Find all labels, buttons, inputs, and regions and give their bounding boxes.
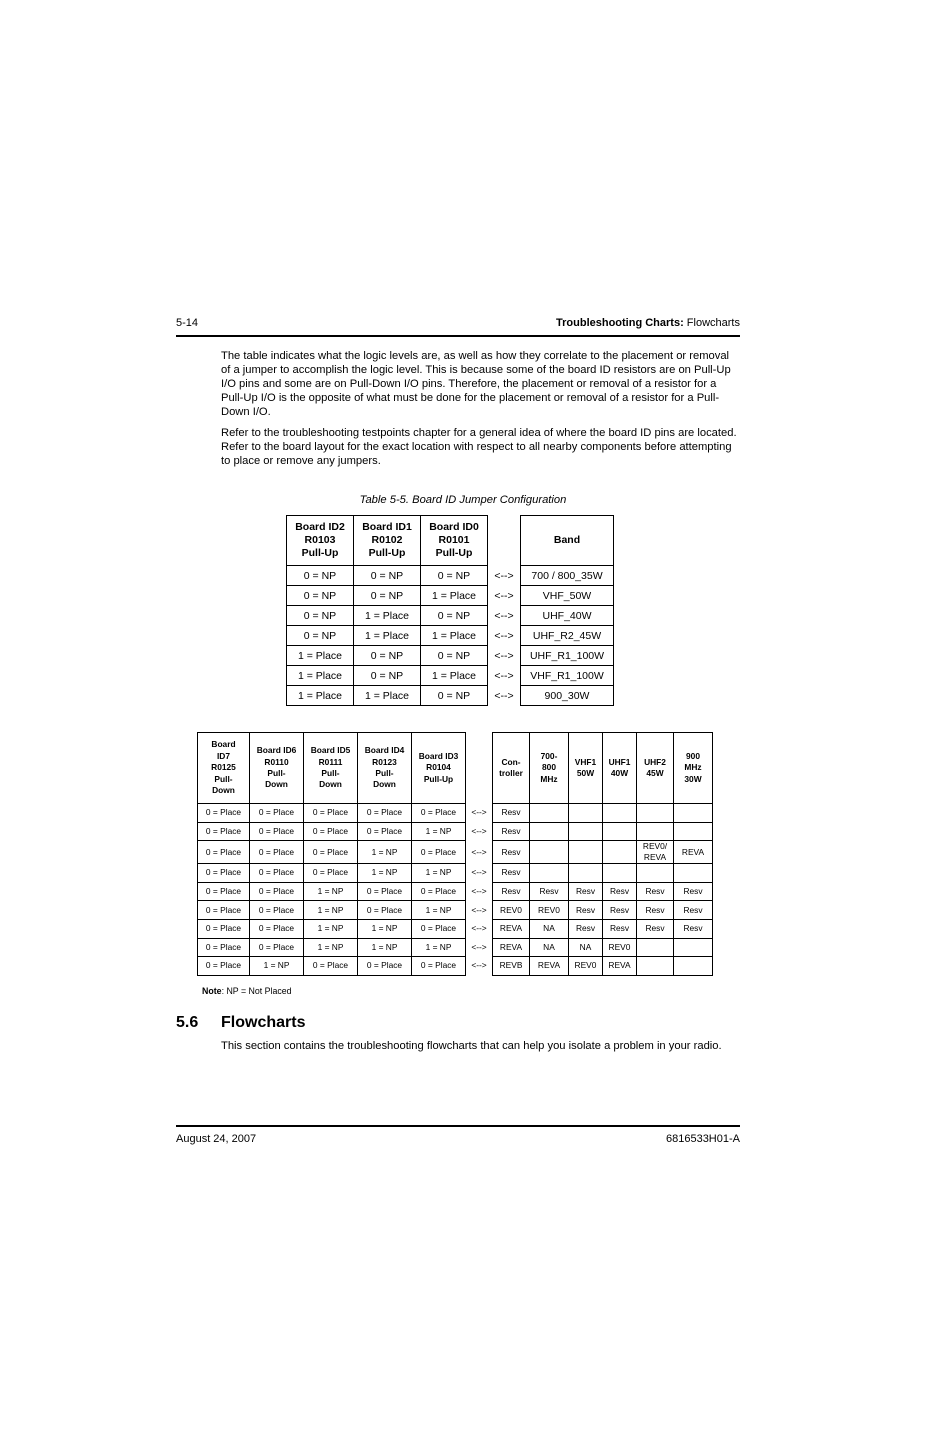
column-header-line: Pull-Up (301, 547, 339, 559)
table-cell: 1 = NP (412, 938, 466, 957)
table-cell: Resv (637, 919, 674, 938)
board-id-table (286, 515, 614, 706)
table-cell: 0 = NP (354, 566, 421, 586)
table-cell: 1 = NP (250, 957, 304, 976)
table-cell: 0 = Place (412, 957, 466, 976)
table-row (198, 901, 713, 920)
column-header-line: Pull- (321, 768, 340, 778)
column-header-line: Board ID1 (362, 521, 412, 533)
table-row (287, 586, 614, 606)
arrow-cell: <--> (471, 923, 487, 934)
column-header-line: R0111 (318, 756, 343, 767)
table-cell: UHF_R1_100W (521, 646, 614, 666)
column-header-line: UHF2 (644, 756, 666, 767)
column-header (421, 516, 488, 566)
column-header (521, 516, 614, 566)
table-cell: 0 = NP (287, 626, 354, 646)
table-cell: REV0/ REVA (637, 841, 674, 864)
column-header-line: R0101 (438, 534, 470, 546)
footer-doc-number: 6816533H01-A (665, 1133, 740, 1145)
table-cell: 0 = NP (287, 566, 354, 586)
table-cell: VHF_R1_100W (521, 666, 614, 686)
table-cell: 0 = Place (250, 938, 304, 957)
table-cell (569, 841, 603, 864)
table-cell: 1 = Place (354, 686, 421, 706)
running-header-bold: Troubleshooting Charts: (556, 317, 684, 329)
table-row (198, 864, 713, 883)
table-cell: 0 = Place (250, 822, 304, 841)
table-cell: 1 = Place (354, 606, 421, 626)
table-cell: 0 = Place (358, 901, 412, 920)
column-header-line: R0103 (304, 534, 336, 546)
table-cell: 0 = Place (304, 864, 358, 883)
column-header (412, 733, 466, 804)
column-header (304, 733, 358, 804)
column-header-line: Board ID0 (429, 521, 479, 533)
arrow-cell: <--> (494, 689, 514, 702)
table-cell: 0 = Place (198, 938, 250, 957)
column-header-line: Pull-Up (435, 547, 473, 559)
table-row (198, 957, 713, 976)
arrow-cell: <--> (494, 649, 514, 662)
table-cell: 1 = Place (287, 646, 354, 666)
board-id-extended-table (197, 732, 713, 976)
table-cell: 0 = NP (421, 606, 488, 626)
column-header (358, 733, 412, 804)
table-cell: REVA (674, 841, 713, 864)
running-header-rest: Flowcharts (683, 317, 740, 329)
table-row (198, 804, 713, 823)
table-cell: REV0 (569, 957, 603, 976)
column-header-line: Board (211, 739, 236, 750)
table-cell: 0 = Place (304, 841, 358, 864)
column-header-line: ID7 (216, 750, 231, 761)
table-cell: Resv (603, 901, 637, 920)
table-cell: REVA (530, 957, 569, 976)
table-cell: REVB (493, 957, 530, 976)
table-cell: UHF_R2_45W (521, 626, 614, 646)
column-header-line: Board ID4 (364, 745, 405, 756)
table-cell: Resv (569, 901, 603, 920)
table-cell: 0 = NP (354, 646, 421, 666)
table-cell (674, 804, 713, 823)
column-header-line: R0102 (371, 534, 403, 546)
table-cell (603, 864, 637, 883)
column-header-line: Board ID6 (256, 745, 297, 756)
column-header-line: 40W (610, 768, 629, 778)
table-cell: Resv (674, 882, 713, 901)
column-header-line: VHF1 (574, 756, 597, 767)
column-header (198, 733, 250, 804)
table-cell: 0 = Place (198, 841, 250, 864)
table-cell: VHF_50W (521, 586, 614, 606)
table-header-row (198, 733, 713, 804)
table-cell: 0 = NP (421, 686, 488, 706)
arrow-cell: <--> (471, 960, 487, 971)
table-row (198, 919, 713, 938)
column-header (637, 733, 674, 804)
column-header-line: Board ID3 (418, 750, 459, 761)
note-text: : NP = Not Placed (221, 986, 292, 996)
table-note (202, 986, 292, 996)
table-cell: Resv (603, 919, 637, 938)
table-cell: 0 = Place (412, 841, 466, 864)
column-header-line: Con- (501, 756, 521, 767)
running-header (556, 317, 740, 329)
table-cell: 0 = Place (250, 804, 304, 823)
table-cell: 1 = NP (412, 822, 466, 841)
page-number: 5-14 (176, 317, 199, 329)
table-caption: Table 5-5. Board ID Jumper Configuration (359, 494, 567, 506)
column-header-line: Down (265, 779, 288, 790)
table-cell (637, 957, 674, 976)
column-header-line: Pull- (214, 773, 233, 784)
table-row (198, 822, 713, 841)
arrow-cell: <--> (471, 886, 487, 897)
table-cell (637, 804, 674, 823)
table-cell: 0 = NP (354, 586, 421, 606)
table-cell: 0 = Place (412, 919, 466, 938)
table-cell: 1 = NP (412, 864, 466, 883)
column-header (569, 733, 603, 804)
paragraph-2: Refer to the troubleshooting testpoints chapter for a general idea of where the board ID pins are located. Refer to the board layout for the exact location with respect to all nearby components before attempting to place or remove any jumpers. (221, 427, 737, 467)
table-cell: Resv (637, 901, 674, 920)
footer-rule (176, 1125, 740, 1127)
table-cell: REV0 (603, 938, 637, 957)
table-cell: 0 = Place (358, 882, 412, 901)
column-header-line: 50W (576, 768, 595, 778)
arrow-cell: <--> (471, 825, 487, 836)
table-cell: Resv (493, 841, 530, 864)
table-cell: 1 = Place (421, 586, 488, 606)
section-paragraph: This section contains the troubleshooting flowcharts that can help you isolate a problem in your radio. (221, 1040, 722, 1052)
table-cell: 1 = NP (358, 841, 412, 864)
table-cell: 0 = Place (358, 822, 412, 841)
column-header (287, 516, 354, 566)
column-header-line: Board ID5 (310, 745, 351, 756)
table-cell (674, 957, 713, 976)
table-cell: 0 = Place (198, 804, 250, 823)
table-cell: 1 = NP (304, 882, 358, 901)
table-cell (530, 804, 569, 823)
table-cell: NA (530, 919, 569, 938)
section-number: 5.6 (176, 1014, 199, 1031)
column-header-line: Pull- (375, 768, 394, 778)
table-cell: 0 = Place (412, 804, 466, 823)
arrow-cell: <--> (471, 807, 487, 818)
column-header (354, 516, 421, 566)
column-header-line: Down (319, 779, 342, 790)
table-row (198, 841, 713, 864)
header-gap (466, 733, 493, 804)
table-cell: REVA (493, 919, 530, 938)
column-header-line: Down (373, 779, 396, 790)
table-cell: REVA (493, 938, 530, 957)
arrow-cell: <--> (494, 609, 514, 622)
table-cell: 0 = Place (250, 882, 304, 901)
table-cell: REV0 (493, 901, 530, 920)
column-header-line: UHF1 (608, 756, 631, 767)
table-cell: 0 = NP (421, 646, 488, 666)
table-cell: Resv (493, 882, 530, 901)
table-cell: 0 = Place (250, 919, 304, 938)
table-cell: 700 / 800_35W (521, 566, 614, 586)
table-cell: 0 = Place (198, 882, 250, 901)
column-header-line: R0110 (264, 756, 289, 767)
table-cell (603, 841, 637, 864)
arrow-cell: <--> (494, 569, 514, 582)
table-cell (569, 804, 603, 823)
table-cell: 1 = NP (358, 864, 412, 883)
table-cell: Resv (530, 882, 569, 901)
column-header (530, 733, 569, 804)
table-cell: 1 = NP (358, 938, 412, 957)
table-cell: 1 = Place (421, 666, 488, 686)
table-cell (637, 938, 674, 957)
column-header-line: Band (553, 534, 581, 546)
footer-date: August 24, 2007 (176, 1133, 257, 1145)
column-header-line: 800 (542, 762, 556, 773)
table-row (198, 882, 713, 901)
column-header-line: R0123 (372, 756, 397, 767)
table-cell: 0 = Place (304, 804, 358, 823)
table-cell: 0 = NP (287, 586, 354, 606)
arrow-cell: <--> (471, 846, 487, 857)
table-cell: Resv (674, 901, 713, 920)
table-cell: 0 = NP (287, 606, 354, 626)
table-cell: 0 = Place (358, 804, 412, 823)
column-header-line: Pull-Up (368, 547, 406, 559)
table-cell: Resv (493, 864, 530, 883)
table-cell: Resv (569, 882, 603, 901)
table-cell: 0 = Place (198, 919, 250, 938)
table-row (287, 666, 614, 686)
arrow-cell: <--> (494, 669, 514, 682)
column-header-line: 45W (646, 768, 664, 778)
column-header-line: 30W (684, 773, 702, 784)
column-header-line: troller (499, 768, 523, 778)
table-row (287, 646, 614, 666)
column-header (674, 733, 713, 804)
column-header-line: 900 (686, 750, 700, 761)
table-cell: 1 = Place (354, 626, 421, 646)
table-cell (603, 822, 637, 841)
header-gap (488, 516, 521, 566)
table-cell (530, 864, 569, 883)
column-header-line: 700- (540, 750, 558, 761)
column-header-line: Pull-Up (423, 773, 454, 784)
table-cell (530, 841, 569, 864)
table-cell: Resv (569, 919, 603, 938)
table-cell: 0 = Place (304, 822, 358, 841)
column-header-line: R0104 (426, 762, 451, 773)
column-header-line: Board ID2 (295, 521, 345, 533)
table-cell: REVA (603, 957, 637, 976)
table-cell (603, 804, 637, 823)
table-cell: REV0 (530, 901, 569, 920)
column-header-line: R0125 (211, 762, 236, 773)
arrow-cell: <--> (494, 629, 514, 642)
table-cell: 0 = Place (250, 864, 304, 883)
arrow-cell: <--> (471, 904, 487, 915)
table-cell: 1 = NP (304, 919, 358, 938)
table-cell: Resv (674, 919, 713, 938)
table-cell: 0 = Place (412, 882, 466, 901)
table-cell: 0 = NP (421, 566, 488, 586)
table-cell: 0 = Place (198, 957, 250, 976)
table-cell: 1 = NP (304, 938, 358, 957)
table-cell: 1 = NP (412, 901, 466, 920)
table-cell: 1 = NP (304, 901, 358, 920)
table-row (287, 686, 614, 706)
column-header (603, 733, 637, 804)
note-label: Note (202, 986, 222, 996)
column-header-line: MHz (684, 762, 702, 773)
section-title: Flowcharts (221, 1014, 306, 1031)
column-header-line: MHz (540, 773, 558, 784)
table-row (287, 606, 614, 626)
table-cell: 0 = Place (198, 864, 250, 883)
table-cell (530, 822, 569, 841)
arrow-cell: <--> (471, 867, 487, 878)
table-cell (569, 864, 603, 883)
table-cell: 0 = Place (198, 822, 250, 841)
column-header-line: Down (212, 785, 235, 796)
table-cell (674, 864, 713, 883)
table-cell: 0 = NP (354, 666, 421, 686)
column-header (493, 733, 530, 804)
table-cell: 0 = Place (198, 901, 250, 920)
table-row (198, 938, 713, 957)
table-cell: 1 = Place (287, 686, 354, 706)
table-row (287, 626, 614, 646)
table-cell (674, 822, 713, 841)
table-cell: 0 = Place (250, 841, 304, 864)
table-header-row (287, 516, 614, 566)
table-cell (569, 822, 603, 841)
table-cell: 0 = Place (250, 901, 304, 920)
table-cell: Resv (637, 882, 674, 901)
paragraph-1: The table indicates what the logic levels are, as well as how they correlate to the placement or removal of a jumper to accomplish the logic level. This is because some of the board ID resistors are on Pull-Up I/O pins and some are on Pull-Down I/O pins. Therefore, the placement or removal of a resistor for a Pull-Up I/O is the opposite of what must be done for the placement or removal of a resistor for a Pull-Down I/O. (221, 350, 731, 418)
arrow-cell: <--> (471, 941, 487, 952)
table-cell: 1 = Place (421, 626, 488, 646)
table-row (287, 566, 614, 586)
column-header (250, 733, 304, 804)
table-cell (674, 938, 713, 957)
table-cell: 1 = NP (358, 919, 412, 938)
table-cell: UHF_40W (521, 606, 614, 626)
table-cell: NA (569, 938, 603, 957)
table-cell: Resv (493, 822, 530, 841)
header-rule (176, 335, 740, 337)
table-cell: NA (530, 938, 569, 957)
table-cell: 900_30W (521, 686, 614, 706)
arrow-cell: <--> (494, 589, 514, 602)
column-header-line: Pull- (267, 768, 286, 778)
table-cell: Resv (603, 882, 637, 901)
table-cell (637, 864, 674, 883)
table-cell: 0 = Place (358, 957, 412, 976)
table-cell (637, 822, 674, 841)
table-cell: 1 = Place (287, 666, 354, 686)
table-cell: Resv (493, 804, 530, 823)
table-cell: 0 = Place (304, 957, 358, 976)
